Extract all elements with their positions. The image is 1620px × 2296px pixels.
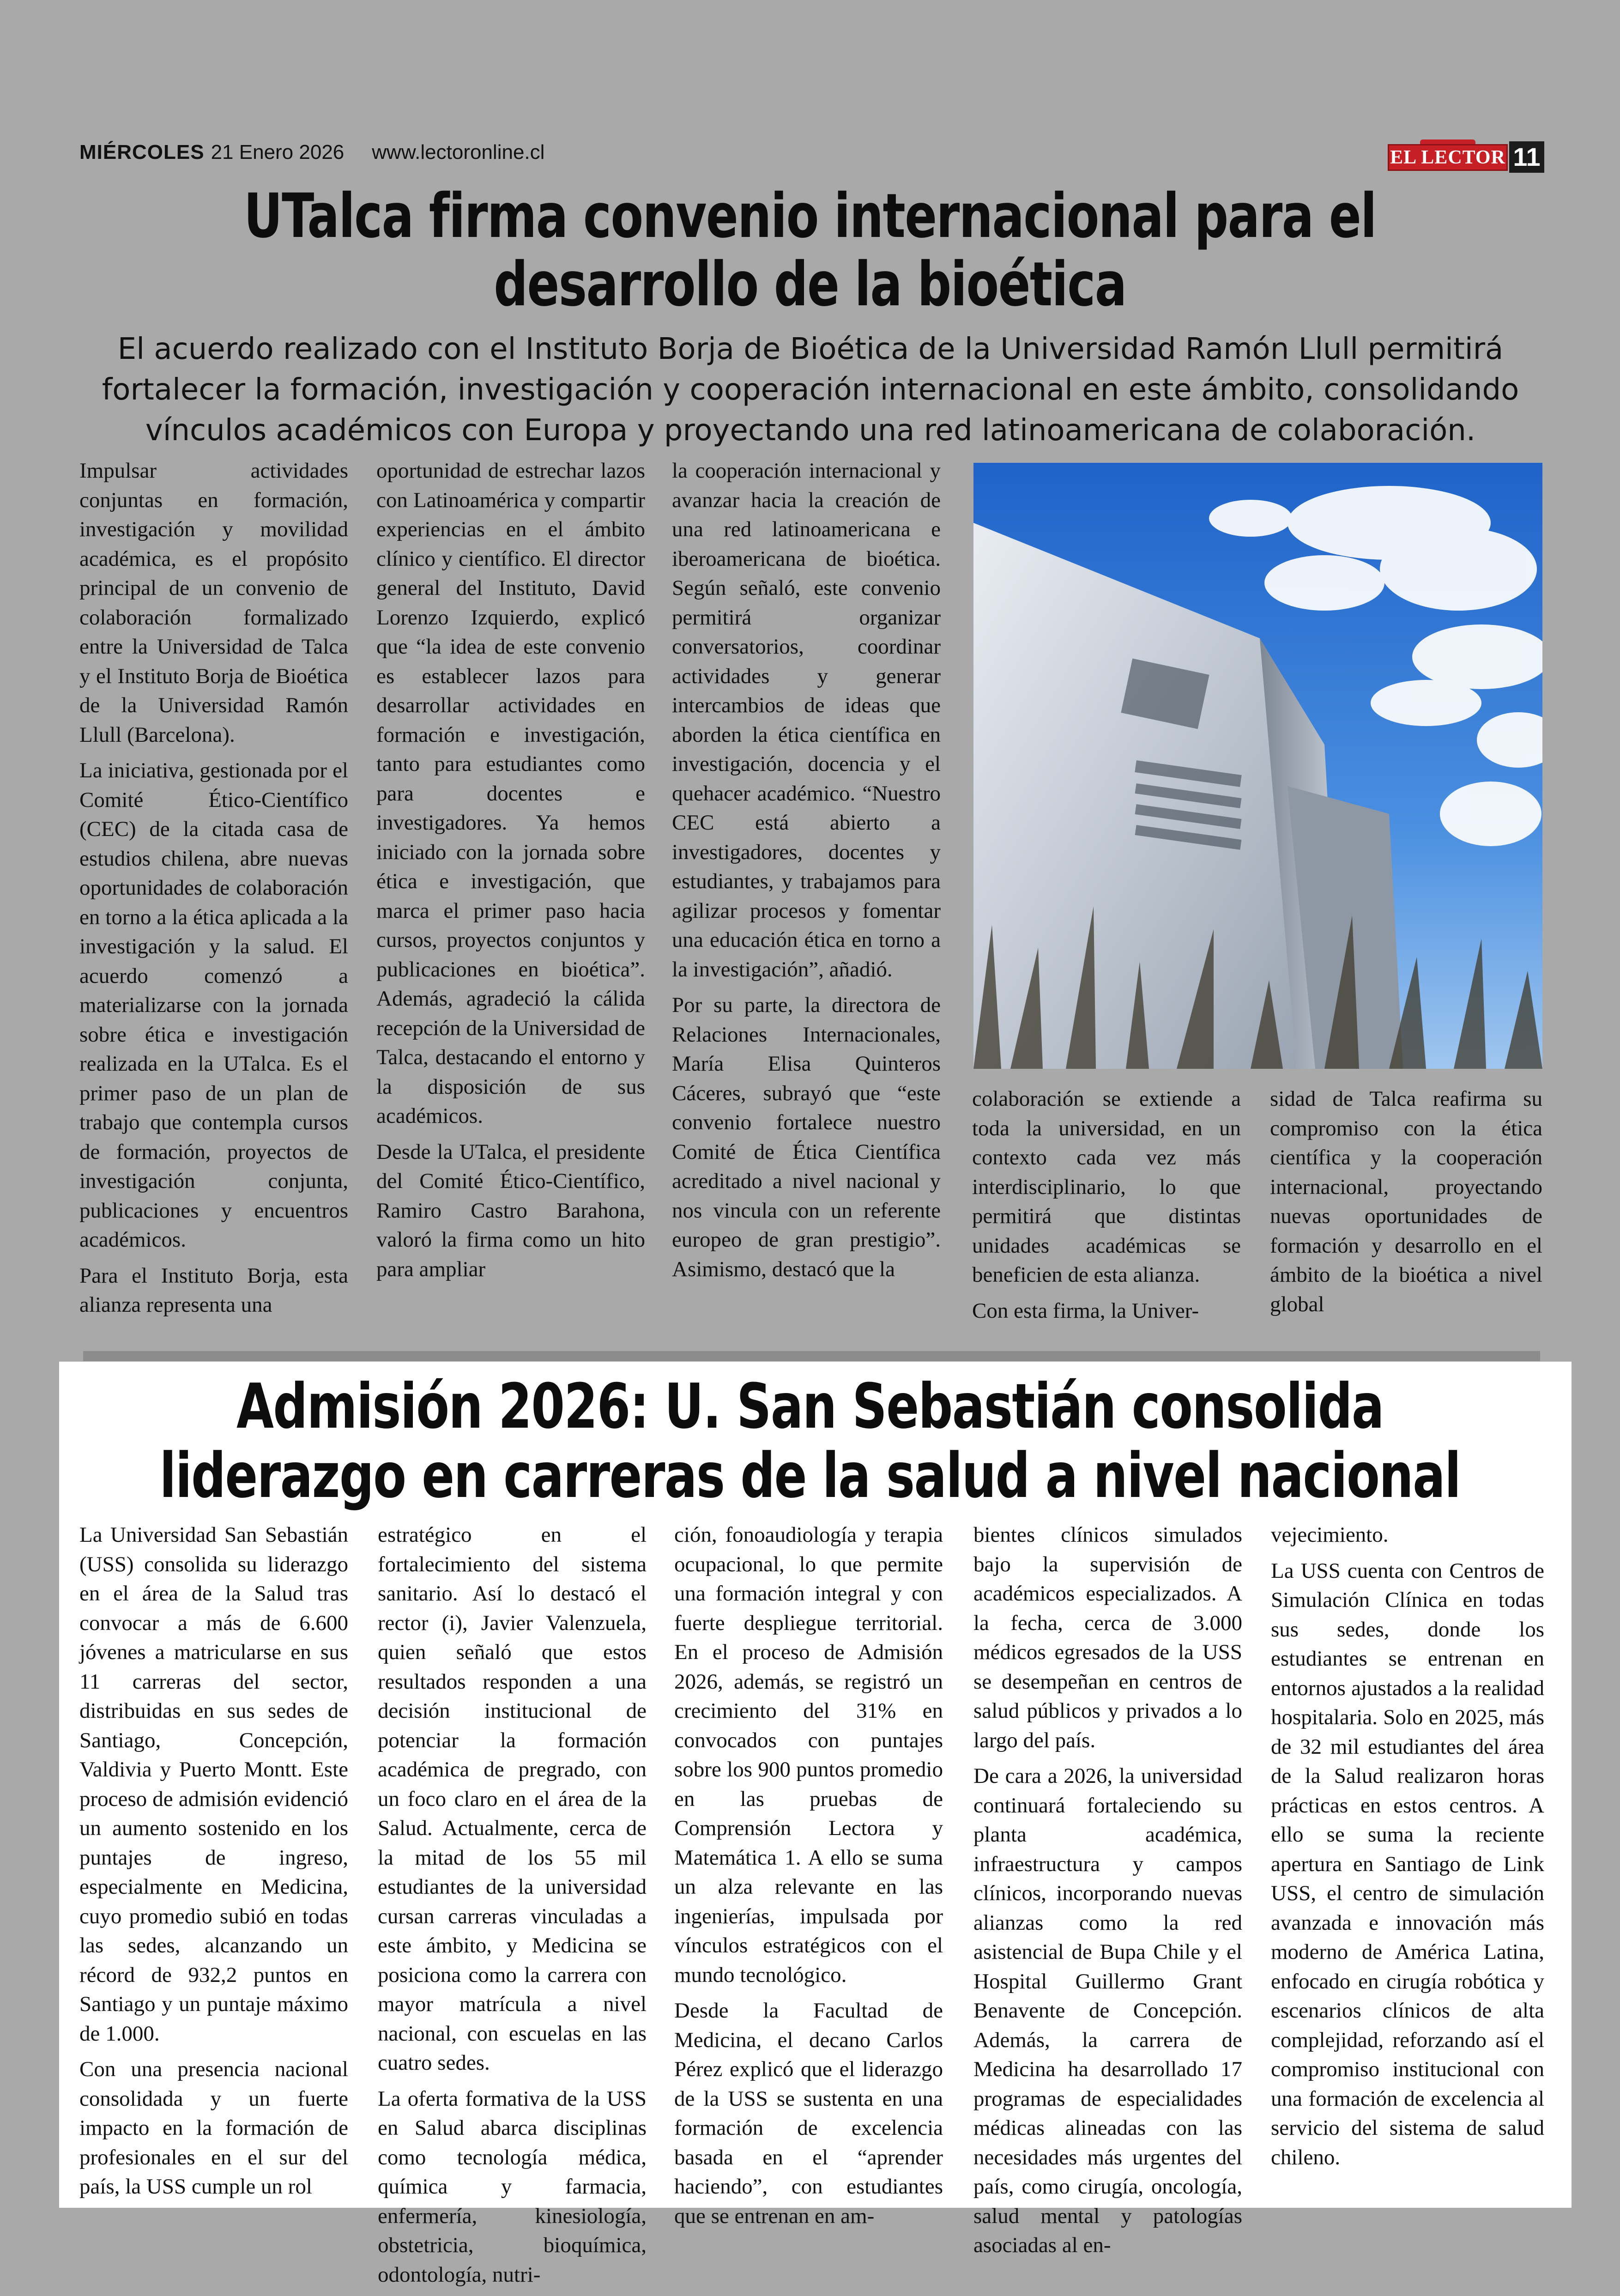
paragraph: Impulsar actividades conjuntas en formación, investigación y movilidad académica, es el propósito principal de un convenio de colaboración formalizado entre la Universidad de Talca y el Instituto Borja de Bioética de la Universidad Ramón Llull (Barcelona). <box>79 459 348 747</box>
article1-photo <box>973 463 1542 1069</box>
paragraph: vejecimiento. <box>1271 1523 1389 1547</box>
paragraph: La iniciativa, gestionada por el Comité Ético-Científico (CEC) de la citada casa de estudios chilena, abre nuevas oportunidades de colaboración en torno a la ética aplicada a la investigación y la salud. El acuerdo comenzó a materializarse con la jornada sobre ética e investigación realizada en la UTalca. Es el primer paso de un plan de trabajo que contempla cursos de formación, proyectos de investigación conjunta, publicaciones y encuentros académicos. <box>79 758 348 1252</box>
article2-title <box>70 1372 1550 1510</box>
paragraph: oportunidad de estrechar lazos con Latinoamérica y compartir experiencias en el ámbito clínico y científico. El director general del Instituto, David Lorenzo Izquierdo, explicó que “la idea de este convenio es establecer lazos para desarrollar actividades en formación e investigación, tanto para estudiantes como para docentes e investigadores. Ya hemos iniciado con la jornada sobre ética e investigación, que marca el primer paso hacia cursos, proyectos conjuntos y publicaciones en bioética”. Además, agradeció la cálida recepción de la Universidad de Talca, destacando el entorno y la disposición de sus académicos. <box>376 459 646 1128</box>
paragraph: colaboración se extiende a toda la universidad, en un contexto cada vez más interdisciplinario, lo que permitirá que distintas unidades académicas se beneficien de esta alianza. <box>972 1087 1241 1287</box>
article1-lead: El acuerdo realizado con el Instituto Borja de Bioética de la Universidad Ramón Llull permitirá fortalecer la formación, investigación y cooperación internacional en este ámbito, consolidando vínculos académicos con Europa y proyectando una red latinoamericana de colaboración. <box>102 332 1519 448</box>
header-website-link[interactable]: www.lectoronline.cl <box>372 141 545 164</box>
article2-title-line1: Admisión 2026: U. San Sebastián consolida <box>236 1370 1384 1442</box>
article1-column-5 <box>1270 1084 1542 1326</box>
paragraph: Para el Instituto Borja, esta alianza representa una <box>79 1263 348 1317</box>
paragraph: bientes clínicos simulados bajo la supervisión de académicos especializados. A la fecha, cerca de 3.000 médicos egresados de la USS se desempeñan en centros de salud públicos y privados a lo largo del país. <box>973 1523 1242 1752</box>
section-divider <box>83 1351 1540 1361</box>
paragraph: Desde la UTalca, el presidente del Comité Ético-Científico, Ramiro Castro Barahona, valoró la firma como un hito para ampliar <box>376 1139 645 1281</box>
university-building-photo <box>973 463 1542 1069</box>
paragraph: La Universidad San Sebastián (USS) consolida su liderazgo en el área de la Salud tras convocar a más de 6.600 jóvenes a matricularse en sus 11 carreras del sector, distribuidas en sus sedes de Santiago, Concepción, Valdivia y Puerto Montt. Este proceso de admisión evidenció un aumento sostenido en los puntajes de ingreso, especialmente en Medicina, cuyo promedio subió en todas las sedes, alcanzando un récord de 932,2 puntos en Santiago y un puntaje máximo de 1.000. <box>79 1523 348 2046</box>
article1-column-4 <box>972 1084 1241 1332</box>
article2-column-4 <box>973 1521 1242 2267</box>
paragraph: la cooperación internacional y avanzar hacia la creación de una red latinoamericana e iberoamericana de bioética. Según señaló, este convenio permitirá organizar conversatorios, coordinar actividades y generar intercambios de ideas que aborden la ética científica en investigación, docencia y el quehacer académico. “Nuestro CEC está abierto a investigadores, docentes y estudiantes, y trabajamos para agilizar procesos y fomentar una educación ética en torno a la investigación”, añadió. <box>672 459 941 981</box>
article1-title-line2: desarrollo de la bioética <box>494 248 1126 320</box>
paragraph: sidad de Talca reafirma su compromiso con la ética científica y la cooperación internacional, proyectando nuevas oportunidades de formación y desarrollo en el ámbito de la bioética a nivel global <box>1270 1087 1542 1316</box>
paragraph: estratégico en el fortalecimiento del sistema sanitario. Así lo destacó el rector (i), Javier Valenzuela, quien señaló que estos resultados responden a una decisión institucional de potenciar la formación académica de pregrado, con un foco claro en el área de la Salud. Actualmente, cerca de la mitad de los 55 mil estudiantes de la universidad cursan carreras vinculadas a este ámbito, y Medicina se posiciona como la carrera con mayor matrícula a nivel nacional, con escuelas en las cuatro sedes. <box>378 1523 647 2075</box>
page-number: 11 <box>1509 141 1544 173</box>
article1-column-3 <box>672 456 941 1290</box>
paragraph: La USS cuenta con Centros de Simulación Clínica en todas sus sedes, donde los estudiantes se entrenan en entornos ajustados a la realidad hospitalaria. Solo en 2025, más de 32 mil estudiantes del área de la Salud realizaron horas prácticas en estos centros. A ello se suma la reciente apertura en Santiago de Link USS, el centro de simulación avanzada e innovación más moderno de América Latina, enfocado en cirugía robótica y escenarios clínicos de alta complejidad, reforzando así el compromiso institucional con una formación de excelencia al servicio del sistema de salud chileno. <box>1271 1558 1544 2169</box>
article1-title-line1: UTalca firma convenio internacional para el <box>244 181 1376 252</box>
newspaper-logo: EL LECTOR <box>1388 144 1508 171</box>
paragraph: ción, fonoaudiología y terapia ocupacional, lo que permite una formación integral y con fuerte despliegue territorial. En el proceso de Admisión 2026, además, se registró un crecimiento del 31% en convocados con puntajes sobre los 900 puntos promedio en las pruebas de Comprensión Lectora y Matemática 1. A ello se suma un alza relevante en las ingenierías, impulsada por vínculos estratégicos con el mundo tecnológico. <box>674 1523 943 1987</box>
paragraph: De cara a 2026, la universidad continuará fortaleciendo su planta académica, infraestructura y campos clínicos, incorporando nuevas alianzas como la red asistencial de Bupa Chile y el Hospital Guillermo Grant Benavente de Concepción. Además, la carrera de Medicina ha desarrollado 17 programas de especialidades médicas alineadas con las necesidades más urgentes del país, como cirugía, oncología, salud mental y patologías asociadas al en- <box>973 1764 1242 2257</box>
article2-column-2 <box>378 1521 647 2296</box>
article1-title <box>128 182 1493 319</box>
article2-column-5 <box>1271 1521 1544 2179</box>
header-date: 21 Enero 2026 <box>211 141 345 164</box>
header-day: MIÉRCOLES <box>79 141 205 164</box>
paragraph: Por su parte, la directora de Relaciones Internacionales, María Elisa Quinteros Cáceres, subrayó que “este convenio fortalece nuestro Comité de Ética Científica acreditado a nivel nacional y nos vincula con un referente europeo de gran prestigio”. Asimismo, destacó que la <box>672 993 941 1281</box>
paragraph: Desde la Facultad de Medicina, el decano Carlos Pérez explicó que el liderazgo de la USS se sustenta en una formación de excelencia basada en el “aprender haciendo”, con estudiantes que se entrenan en am- <box>674 1999 943 2228</box>
page-header <box>79 141 544 169</box>
article1-column-1 <box>79 456 348 1327</box>
article1-column-2 <box>376 456 645 1290</box>
article2-column-1 <box>79 1521 348 2208</box>
article2-column-3 <box>674 1521 943 2237</box>
paragraph: La oferta formativa de la USS en Salud abarca disciplinas como tecnología médica, química y farmacia, enfermería, kinesiología, obstetricia, bioquímica, odontología, nutri- <box>378 2086 647 2287</box>
paragraph: Con una presencia nacional consolidada y un fuerte impacto en la formación de profesionales en el sur del país, la USS cumple un rol <box>79 2057 348 2199</box>
paragraph: Con esta firma, la Univer- <box>972 1298 1199 1323</box>
article2-title-line2: liderazgo en carreras de la salud a nivel nacional <box>159 1440 1461 1512</box>
